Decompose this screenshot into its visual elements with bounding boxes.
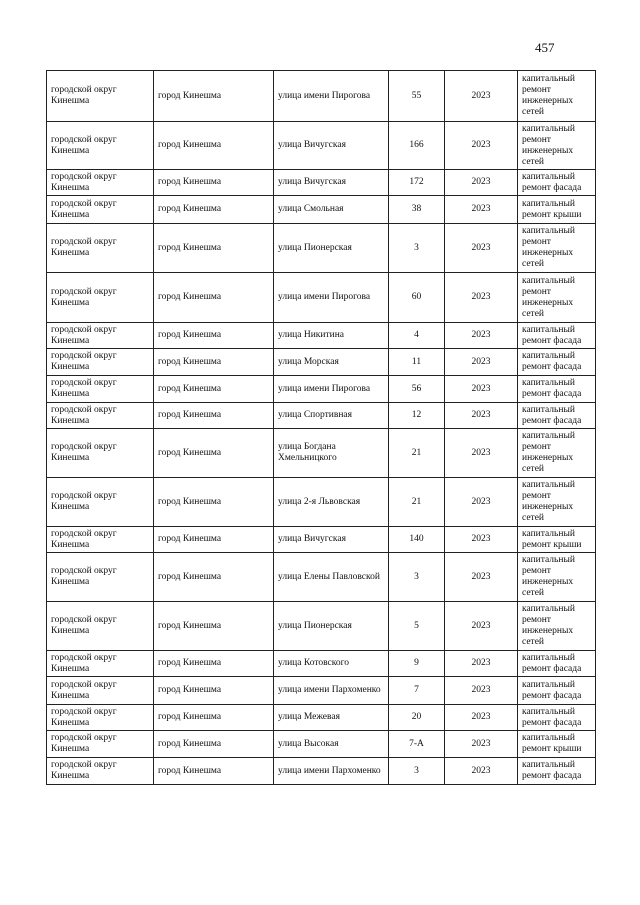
district-cell: городской округ Кинешма — [47, 478, 154, 527]
street-cell: улица имени Пирогова — [274, 273, 389, 323]
work-cell: капитальный ремонт инженерных сетей — [518, 478, 596, 527]
district-cell: городской округ Кинешма — [47, 602, 154, 651]
year-cell: 2023 — [445, 602, 518, 651]
house-cell: 140 — [389, 527, 445, 553]
table-row — [47, 403, 596, 429]
house-cell: 7 — [389, 677, 445, 705]
house-cell: 5 — [389, 602, 445, 651]
house-cell: 4 — [389, 323, 445, 349]
house-cell: 21 — [389, 429, 445, 478]
city-cell: город Кинешма — [154, 651, 274, 677]
table-row — [47, 196, 596, 224]
work-cell: капитальный ремонт фасада — [518, 376, 596, 403]
work-cell: капитальный ремонт фасада — [518, 170, 596, 196]
street-cell: улица Смольная — [274, 196, 389, 224]
district-cell: городской округ Кинешма — [47, 677, 154, 705]
table-row — [47, 273, 596, 323]
district-cell: городской округ Кинешма — [47, 429, 154, 478]
city-cell: город Кинешма — [154, 273, 274, 323]
street-cell: улица Морская — [274, 349, 389, 376]
work-cell: капитальный ремонт инженерных сетей — [518, 553, 596, 602]
street-cell: улица 2-я Львовская — [274, 478, 389, 527]
year-cell: 2023 — [445, 758, 518, 785]
house-cell: 7-А — [389, 731, 445, 758]
year-cell: 2023 — [445, 224, 518, 273]
street-cell: улица Высокая — [274, 731, 389, 758]
city-cell: город Кинешма — [154, 196, 274, 224]
district-cell: городской округ Кинешма — [47, 376, 154, 403]
city-cell: город Кинешма — [154, 224, 274, 273]
year-cell: 2023 — [445, 376, 518, 403]
city-cell: город Кинешма — [154, 349, 274, 376]
table-row — [47, 553, 596, 602]
house-cell: 3 — [389, 553, 445, 602]
year-cell: 2023 — [445, 478, 518, 527]
table-row — [47, 429, 596, 478]
street-cell: улица Вичугская — [274, 170, 389, 196]
table-row — [47, 705, 596, 731]
street-cell: улица имени Пирогова — [274, 71, 389, 122]
table-row — [47, 71, 596, 122]
house-cell: 3 — [389, 758, 445, 785]
table-row — [47, 170, 596, 196]
city-cell: город Кинешма — [154, 553, 274, 602]
street-cell: улица Межевая — [274, 705, 389, 731]
table-row — [47, 677, 596, 705]
work-cell: капитальный ремонт инженерных сетей — [518, 122, 596, 170]
street-cell: улица Вичугская — [274, 527, 389, 553]
table-row — [47, 323, 596, 349]
year-cell: 2023 — [445, 122, 518, 170]
street-cell: улица имени Пархоменко — [274, 677, 389, 705]
house-cell: 11 — [389, 349, 445, 376]
year-cell: 2023 — [445, 196, 518, 224]
street-cell: улица Вичугская — [274, 122, 389, 170]
year-cell: 2023 — [445, 429, 518, 478]
city-cell: город Кинешма — [154, 170, 274, 196]
street-cell: улица Пионерская — [274, 224, 389, 273]
street-cell: улица имени Пирогова — [274, 376, 389, 403]
district-cell: городской округ Кинешма — [47, 349, 154, 376]
work-cell: капитальный ремонт фасада — [518, 349, 596, 376]
work-cell: капитальный ремонт фасада — [518, 403, 596, 429]
page-number: 457 — [535, 40, 555, 55]
district-cell: городской округ Кинешма — [47, 224, 154, 273]
district-cell: городской округ Кинешма — [47, 731, 154, 758]
table-row — [47, 651, 596, 677]
district-cell: городской округ Кинешма — [47, 196, 154, 224]
work-cell: капитальный ремонт фасада — [518, 758, 596, 785]
work-cell: капитальный ремонт крыши — [518, 731, 596, 758]
district-cell: городской округ Кинешма — [47, 403, 154, 429]
work-cell: капитальный ремонт инженерных сетей — [518, 429, 596, 478]
house-cell: 9 — [389, 651, 445, 677]
table-row — [47, 758, 596, 785]
year-cell: 2023 — [445, 71, 518, 122]
district-cell: городской округ Кинешма — [47, 170, 154, 196]
house-cell: 12 — [389, 403, 445, 429]
year-cell: 2023 — [445, 553, 518, 602]
house-cell: 38 — [389, 196, 445, 224]
house-cell: 60 — [389, 273, 445, 323]
city-cell: город Кинешма — [154, 731, 274, 758]
work-cell: капитальный ремонт фасада — [518, 651, 596, 677]
house-cell: 21 — [389, 478, 445, 527]
table-row — [47, 349, 596, 376]
city-cell: город Кинешма — [154, 323, 274, 349]
year-cell: 2023 — [445, 323, 518, 349]
district-cell: городской округ Кинешма — [47, 651, 154, 677]
table-row — [47, 527, 596, 553]
city-cell: город Кинешма — [154, 602, 274, 651]
year-cell: 2023 — [445, 170, 518, 196]
work-cell: капитальный ремонт инженерных сетей — [518, 71, 596, 122]
city-cell: город Кинешма — [154, 527, 274, 553]
house-cell: 172 — [389, 170, 445, 196]
district-cell: городской округ Кинешма — [47, 122, 154, 170]
work-cell: капитальный ремонт крыши — [518, 527, 596, 553]
street-cell: улица Спортивная — [274, 403, 389, 429]
work-cell: капитальный ремонт фасада — [518, 677, 596, 705]
house-cell: 56 — [389, 376, 445, 403]
table-row — [47, 602, 596, 651]
street-cell: улица имени Пархоменко — [274, 758, 389, 785]
district-cell: городской округ Кинешма — [47, 553, 154, 602]
street-cell: улица Котовского — [274, 651, 389, 677]
work-cell: капитальный ремонт инженерных сетей — [518, 224, 596, 273]
year-cell: 2023 — [445, 651, 518, 677]
work-cell: капитальный ремонт фасада — [518, 323, 596, 349]
year-cell: 2023 — [445, 731, 518, 758]
district-cell: городской округ Кинешма — [47, 527, 154, 553]
year-cell: 2023 — [445, 705, 518, 731]
work-cell: капитальный ремонт инженерных сетей — [518, 602, 596, 651]
district-cell: городской округ Кинешма — [47, 323, 154, 349]
district-cell: городской округ Кинешма — [47, 273, 154, 323]
year-cell: 2023 — [445, 527, 518, 553]
year-cell: 2023 — [445, 677, 518, 705]
house-cell: 55 — [389, 71, 445, 122]
city-cell: город Кинешма — [154, 758, 274, 785]
house-cell: 20 — [389, 705, 445, 731]
year-cell: 2023 — [445, 273, 518, 323]
city-cell: город Кинешма — [154, 478, 274, 527]
district-cell: городской округ Кинешма — [47, 758, 154, 785]
city-cell: город Кинешма — [154, 403, 274, 429]
year-cell: 2023 — [445, 403, 518, 429]
work-cell: капитальный ремонт инженерных сетей — [518, 273, 596, 323]
work-cell: капитальный ремонт крыши — [518, 196, 596, 224]
work-cell: капитальный ремонт фасада — [518, 705, 596, 731]
year-cell: 2023 — [445, 349, 518, 376]
table-row — [47, 731, 596, 758]
street-cell: улица Богдана Хмельницкого — [274, 429, 389, 478]
repair-table — [46, 70, 596, 785]
city-cell: город Кинешма — [154, 122, 274, 170]
street-cell: улица Никитина — [274, 323, 389, 349]
district-cell: городской округ Кинешма — [47, 71, 154, 122]
table-row — [47, 224, 596, 273]
house-cell: 3 — [389, 224, 445, 273]
city-cell: город Кинешма — [154, 705, 274, 731]
table-row — [47, 478, 596, 527]
district-cell: городской округ Кинешма — [47, 705, 154, 731]
city-cell: город Кинешма — [154, 376, 274, 403]
city-cell: город Кинешма — [154, 677, 274, 705]
city-cell: город Кинешма — [154, 429, 274, 478]
table-row — [47, 376, 596, 403]
table-row — [47, 122, 596, 170]
street-cell: улица Пионерская — [274, 602, 389, 651]
city-cell: город Кинешма — [154, 71, 274, 122]
house-cell: 166 — [389, 122, 445, 170]
street-cell: улица Елены Павловской — [274, 553, 389, 602]
